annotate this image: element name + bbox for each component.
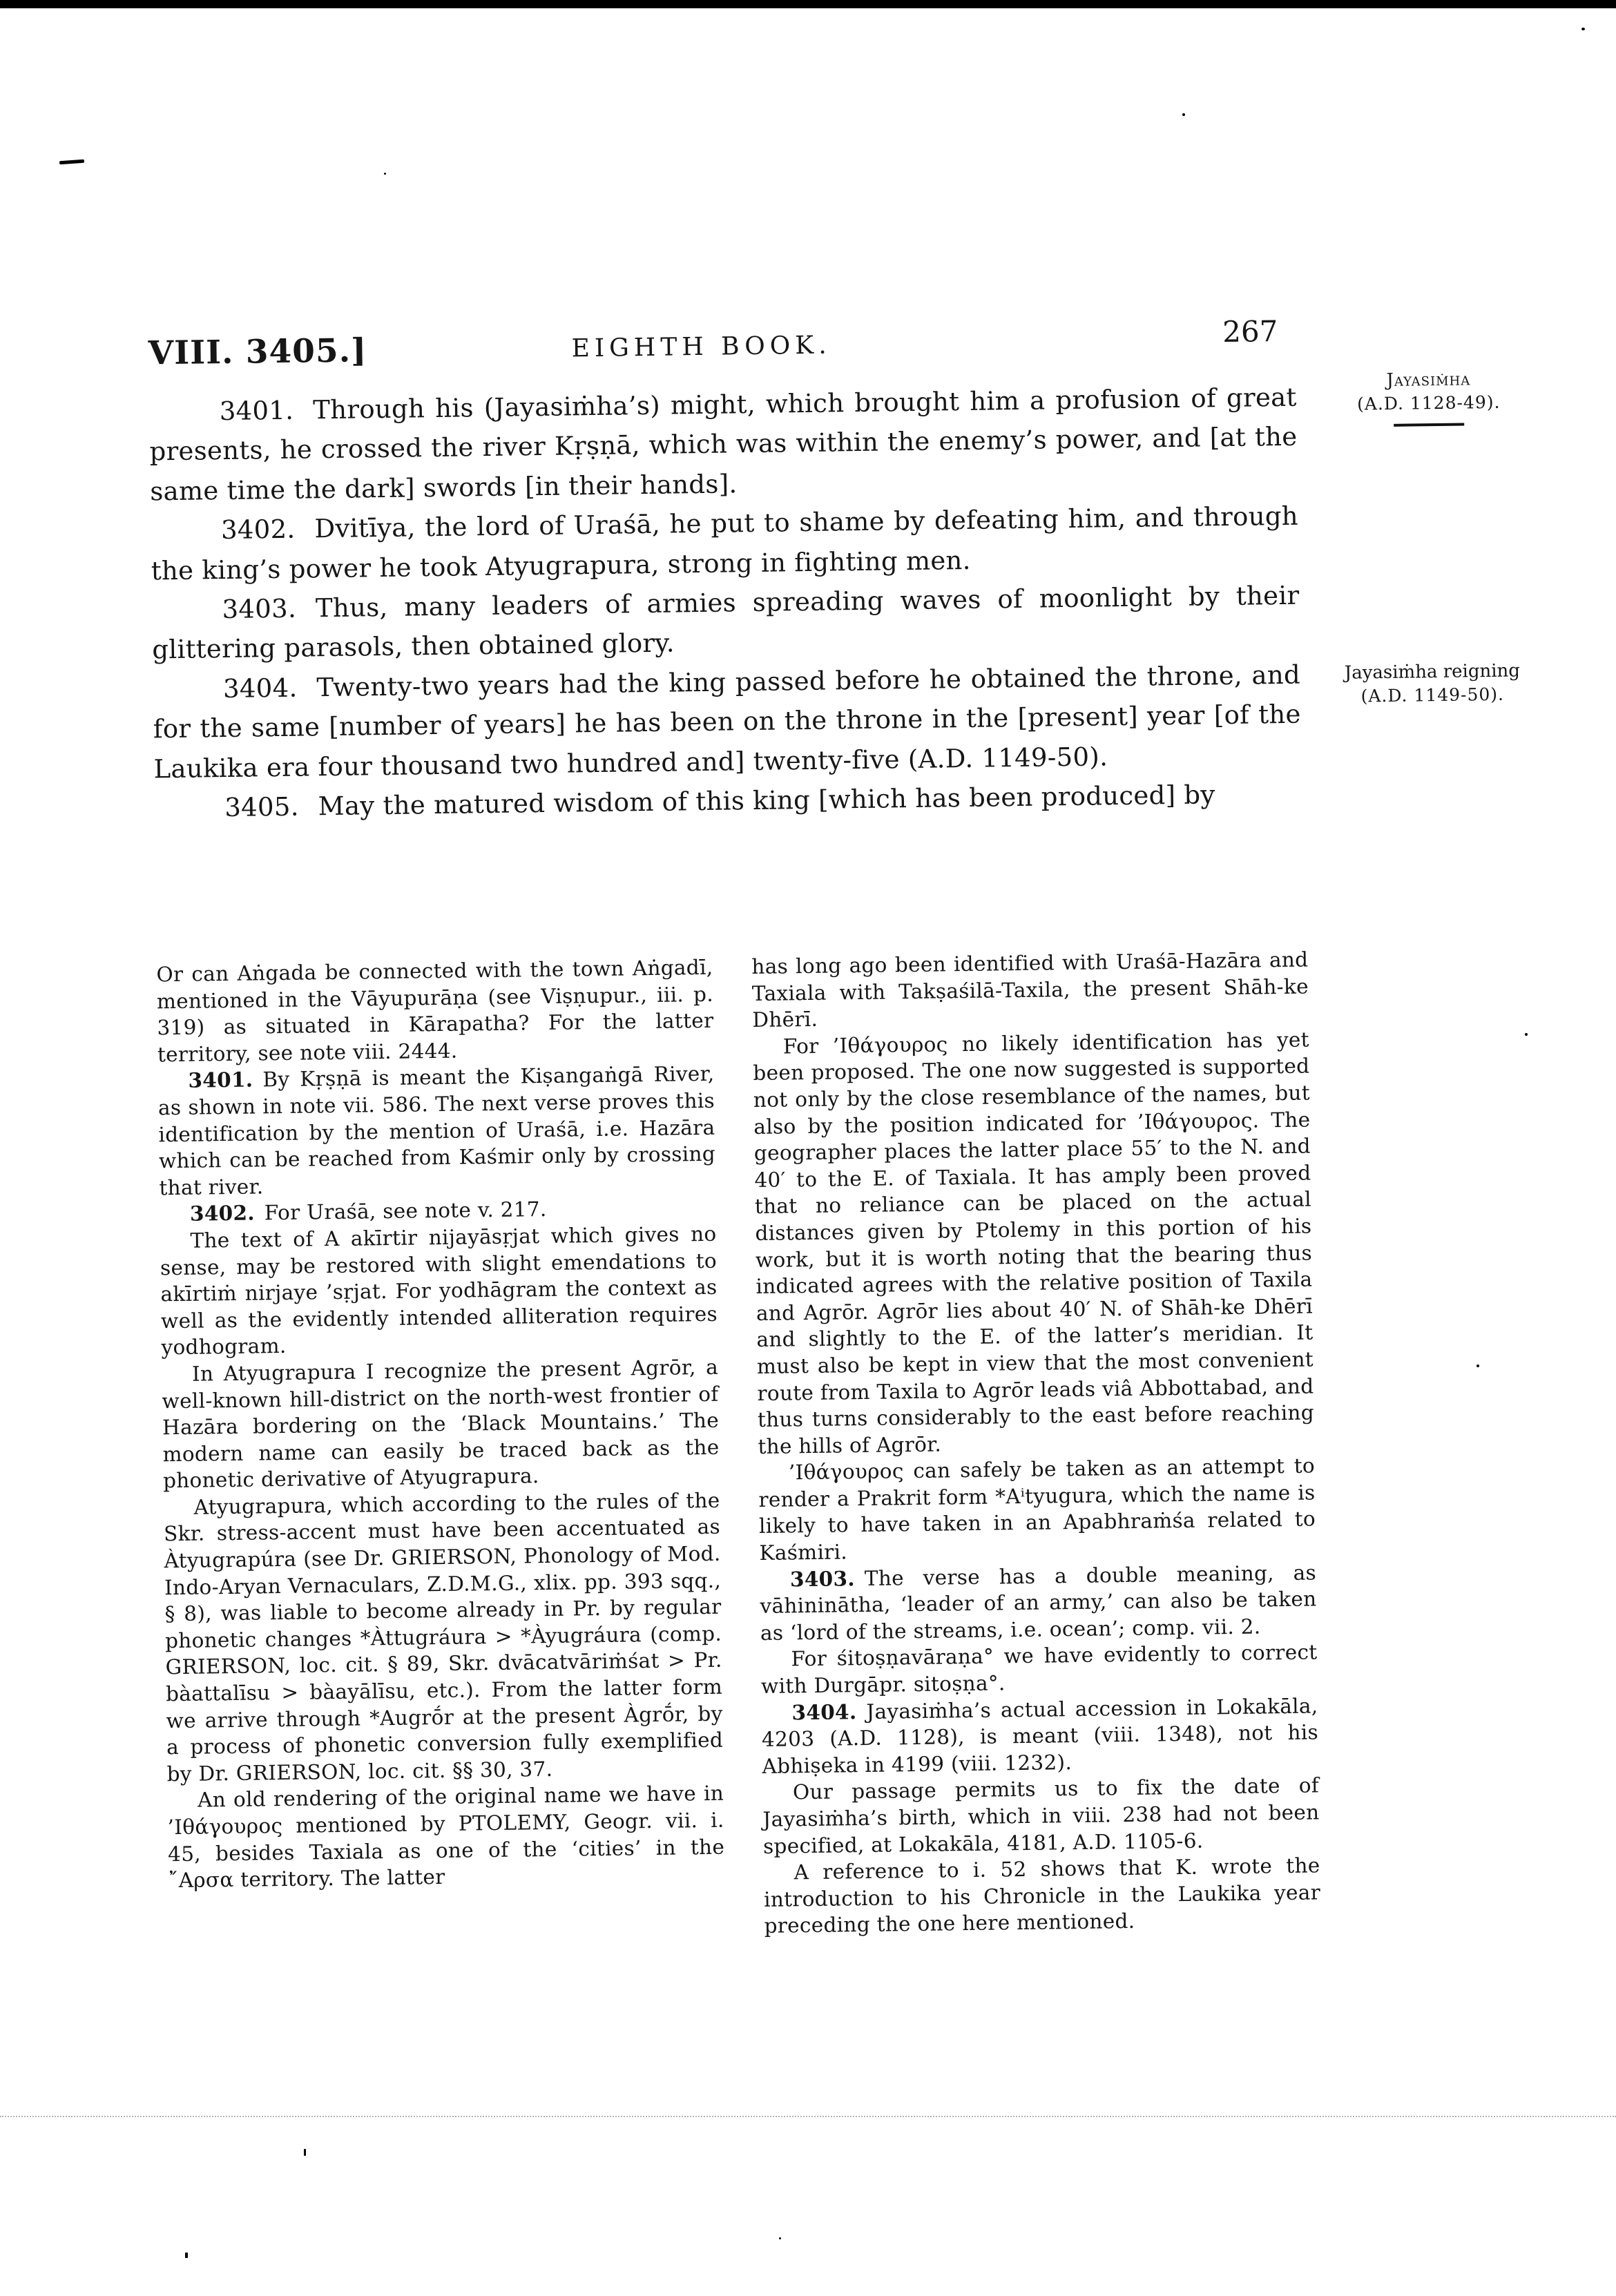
scan-speck — [304, 2149, 306, 2156]
footnote-body: For śitoṣṇavāraṇa° we have evidently to correct with Durgāpr. sitoṣṇa°. — [761, 1641, 1318, 1698]
scan-artifact-line — [0, 2116, 1616, 2117]
verse-number: 3404. — [223, 673, 298, 703]
scan-speck — [1476, 1364, 1479, 1367]
margin-note-ruler-name: Jayasiṁha — [1314, 367, 1542, 393]
footnote-paragraph — [167, 1780, 725, 1894]
footnote-number: 3403. — [790, 1566, 855, 1591]
book-title: EIGHTH BOOK. — [231, 327, 1171, 367]
footnote-paragraph — [760, 1639, 1318, 1700]
scan-speck — [1581, 28, 1585, 30]
verse-number: 3402. — [221, 514, 296, 545]
footnote-number: 3401. — [188, 1068, 253, 1092]
scan-speck — [1182, 113, 1185, 116]
page-number: 267 — [1222, 314, 1278, 349]
footnote-body: Atyugrapura, which according to the rules of the Skr. stress-accent must have been accentuated as Àtyugrapúra (see Dr. GRIERSON, Phonology of Mod. Indo-Aryan Vernaculars, Z.D.M.G., xlix. pp. 393 sqq., § 8), was liable to become already in Pr. by regular phonetic changes *Àttugráura > *Àyugráura (comp. GRIERSON, loc. cit. § 89, Skr. dvācatvāriṁśat > Pr. bàattalīsu > bàayālīsu, etc.). From the latter form we arrive through *Augrṓr at the present Àgrṓr, by a process of phonetic conversion fully exemplified by Dr. GRIERSON, loc. cit. §§ 30, 37. — [164, 1489, 723, 1786]
footnote-body: An old rendering of the original name we have in ’Ιθάγουρος mentioned by PTOLEMY, Geogr. vii. i. 45, besides Taxiala as one of the ‘cities’ in the ῎Αρσα territory. The latter — [167, 1782, 724, 1892]
footnote-body: The verse has a double meaning, as vāhininātha, ‘leader of an army,’ can also be taken as ‘lord of the streams, i.e. ocean’; comp. vii. 2. — [760, 1561, 1316, 1645]
footnote-body: has long ago been identified with Uraśā-Hazāra and Taxiala with Takṣaśilā-Taxila, the present Shāh-ke Dhērī. — [751, 948, 1309, 1032]
scan-speck — [1525, 1033, 1528, 1036]
footnote-body: By Kṛṣṇā is meant the Kiṣangaṅgā River, as shown in note vii. 586. The next verse proves this identification by the mention of Uraśā, i.e. Hazāra which can be reached from Kaśmir only by crossing that river. — [158, 1062, 715, 1199]
verse-body: Twenty-two years had the king passed before he obtained the throne, and for the same [number of years] he has been on the throne in the [present] year [of the Laukika era four thousand two hundred and] twenty-five (A.D. 1149-50). — [153, 659, 1301, 784]
footnote-paragraph — [160, 1221, 718, 1362]
footnote-number: 3402. — [190, 1201, 255, 1226]
verse-body: Through his (Jayasiṁha’s) might, which brought him a profusion of great presents, he crossed the river Kṛṣṇā, which was within the enemy’s power, and [at the same time the dark] swords [in their hands]. — [149, 383, 1297, 507]
verse-paragraph — [151, 576, 1300, 671]
footnote-paragraph — [753, 1026, 1315, 1460]
footnote-paragraph — [758, 1453, 1316, 1567]
footnote-paragraph — [763, 1853, 1320, 1940]
margin-note-jayasimha-reigning — [1318, 659, 1547, 708]
running-header — [148, 314, 1296, 378]
verse-paragraph — [148, 378, 1298, 512]
footnote-column-right — [751, 947, 1321, 1940]
footnote-body: Jayasiṁha’s actual accession in Lokakāla, 4203 (A.D. 1128), is meant (viii. 1348), not his Abhiṣeka in 4199 (viii. 1232). — [762, 1694, 1318, 1778]
verse-body: Thus, many leaders of armies spreading waves of moonlight by their glittering parasols, then obtained glory. — [152, 581, 1300, 665]
verse-locator: VIII. 3405.] — [148, 331, 367, 372]
verse-text-block — [148, 378, 1302, 829]
scan-speck — [185, 2252, 188, 2258]
scan-speck — [384, 173, 386, 175]
footnote-number: 3404. — [791, 1699, 856, 1724]
scan-speck — [779, 2237, 781, 2239]
verse-body: May the matured wisdom of this king [which has been produced] by — [318, 780, 1215, 821]
footnote-paragraph — [762, 1773, 1320, 1860]
verse-number: 3401. — [220, 396, 294, 426]
margin-note-reign-dates: (A.D. 1149-50). — [1318, 682, 1546, 708]
footnote-body: A reference to i. 52 shows that K. wrote the introduction to his Chronicle in the Laukika year preceding the one here mentioned. — [764, 1854, 1320, 1938]
margin-note-rule — [1394, 423, 1464, 426]
verse-number: 3403. — [222, 594, 296, 624]
footnote-body: Our passage permits us to fix the date of Jayasiṁha’s birth, which in viii. 238 had not been specified, at Lokakāla, 4181, A.D. 1105-6. — [762, 1774, 1319, 1858]
footnote-paragraph — [760, 1559, 1317, 1646]
footnote-body: Or can Aṅgada be connected with the town Aṅgadī, mentioned in the Vāyupurāṇa (see Viṣṇupur., iii. p. 319) as situated in Kārapatha? For the latter territory, see note viii. 2444. — [156, 956, 713, 1066]
margin-note-reign-label: Jayasiṁha reigning — [1318, 659, 1546, 685]
footnote-paragraph — [751, 947, 1309, 1034]
footnote-paragraph — [157, 1061, 715, 1202]
verse-paragraph — [151, 496, 1299, 591]
footnote-body: The text of A akīrtir nijayāsṛjat which gives no sense, may be restored with slight emendations to akīrtiṁ nirjaye ’sṛjat. For yodhāgram the context as well as the evidently intended alliteration requires yodhogram. — [160, 1222, 718, 1360]
verse-number: 3405. — [224, 792, 299, 822]
footnote-column-left — [156, 954, 726, 1947]
footnotes-section — [156, 947, 1321, 1948]
verse-paragraph — [153, 655, 1302, 789]
footnote-body: For ’Ιθάγουρος no likely identification has yet been proposed. The one now suggested is supported not only by the close resemblance of the names, but also by the position indicated for ’Ιθάγουρος. The geographer places the latter place 55′ to the N. and 40′ to the E. of Taxiala. It has amply been proved that no reliance can be placed on the actual distances given by Ptolemy in this portion of his work, but it is worth noting that the bearing thus indicated agrees with the relative position of Taxila and Agrōr. Agrōr lies about 40′ N. of Shāh-ke Dhērī and slightly to the E. of the latter’s meridian. It must also be kept in view that the most convenient route from Taxila to Agrōr leads viâ Abbottabad, and thus turns considerably to the east before reaching the hills of Agrōr. — [753, 1028, 1314, 1458]
margin-note-ruler-dates: (A.D. 1128-49). — [1315, 390, 1543, 416]
footnote-paragraph — [162, 1354, 720, 1495]
footnote-paragraph — [163, 1487, 723, 1788]
footnote-body: For Uraśā, see note v. 217. — [264, 1197, 547, 1224]
footnote-body: ’Ιθάγουρος can safely be taken as an attempt to render a Prakrit form *Aⁱtyugura, which the name is likely to have taken in an Apabhraṁśa related to Kaśmiri. — [758, 1454, 1316, 1565]
footnote-body: In Atyugrapura I recognize the present Agrōr, a well-known hill-district on the north-west frontier of Hazāra bordering on the ‘Black Mountains.’ The modern name can easily be traced back as the phonetic derivative of Atyugrapura. — [162, 1356, 719, 1493]
verse-body: Dvitīya, the lord of Uraśā, he put to shame by defeating him, and through the king’s power he took Atyugrapura, strong in fighting men. — [151, 501, 1299, 586]
margin-note-jayasimha — [1314, 367, 1543, 427]
footnote-paragraph — [761, 1692, 1318, 1779]
footnote-paragraph — [156, 954, 714, 1068]
